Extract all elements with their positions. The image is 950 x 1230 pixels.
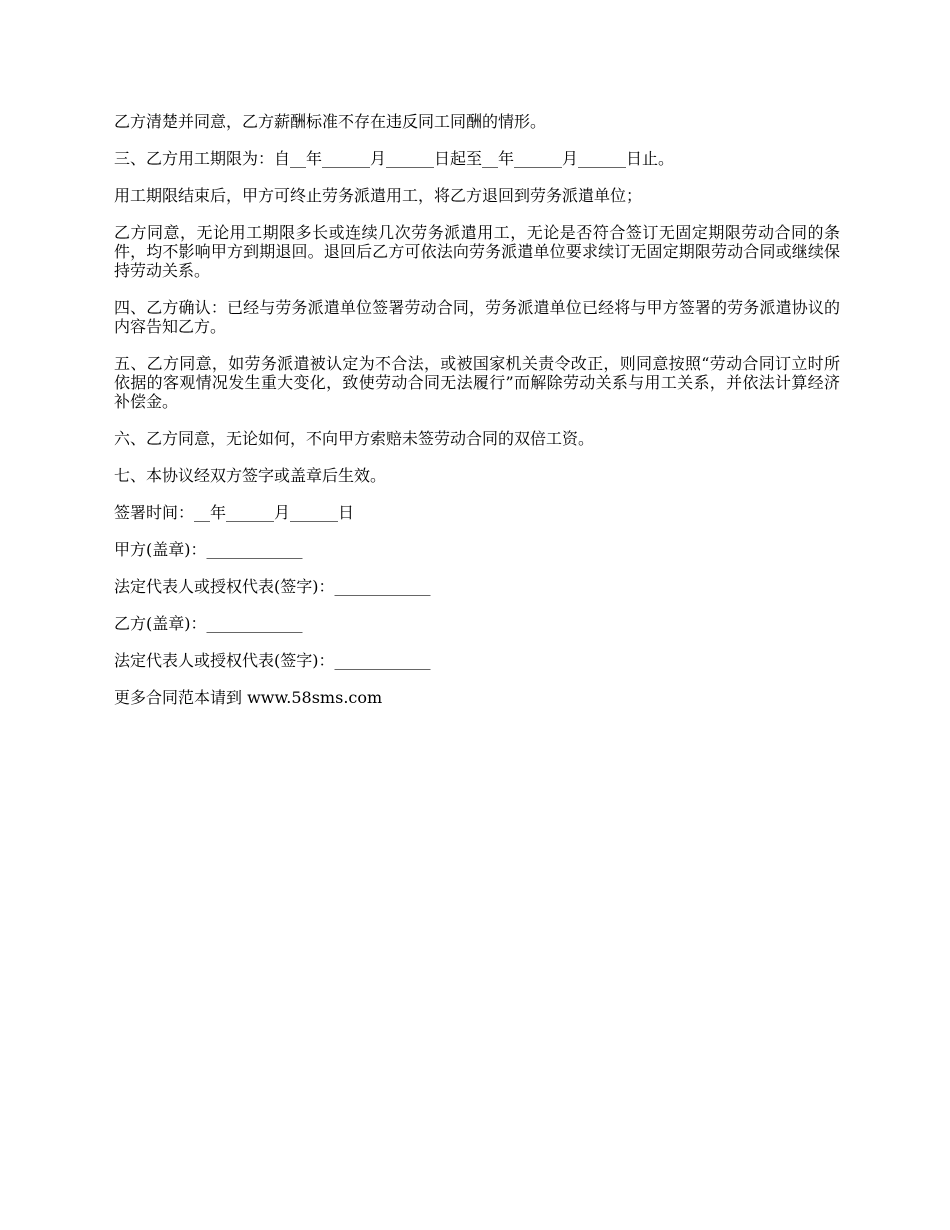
party-a-seal-line: 甲方(盖章)：____________	[114, 540, 303, 559]
paragraph-return-consent: 乙方同意，无论用工期限多长或连续几次劳务派遣用工，无论是否符合签订无固定期限劳动合同的条件，均不影响甲方到期退回。退回后乙方可依法向劳务派遣单位要求续订无固定期限劳动合同或继续保持劳动关系。	[114, 223, 840, 280]
paragraph-clause-3-term: 三、乙方用工期限为：自__年______月______日起至__年______月______日止。	[114, 149, 675, 168]
party-a-representative-line: 法定代表人或授权代表(签字)：____________	[114, 577, 431, 596]
document-body	[114, 112, 840, 707]
paragraph-pay-equality: 乙方清楚并同意，乙方薪酬标准不存在违反同工同酬的情形。	[114, 112, 547, 131]
paragraph-clause-7-effective: 七、本协议经双方签字或盖章后生效。	[114, 466, 387, 485]
party-b-representative-line: 法定代表人或授权代表(签字)：____________	[114, 651, 431, 670]
paragraph-clause-6-double-wage: 六、乙方同意，无论如何，不向甲方索赔未签劳动合同的双倍工资。	[114, 429, 595, 448]
signing-date-line: 签署时间：__年______月______日	[114, 503, 355, 522]
footer-website-note: 更多合同范本请到 www.58sms.com	[114, 688, 383, 707]
paragraph-term-end: 用工期限结束后，甲方可终止劳务派遣用工，将乙方退回到劳务派遣单位；	[114, 186, 643, 205]
paragraph-clause-5-illegality: 五、乙方同意，如劳务派遣被认定为不合法，或被国家机关责令改正，则同意按照“劳动合同订立时所依据的客观情况发生重大变化，致使劳动合同无法履行”而解除劳动关系与用工关系，并依法计算经济补偿金。	[114, 354, 840, 411]
paragraph-clause-4-confirmation: 四、乙方确认：已经与劳务派遣单位签署劳动合同，劳务派遣单位已经将与甲方签署的劳务派遣协议的内容告知乙方。	[114, 298, 840, 336]
party-b-seal-line: 乙方(盖章)：____________	[114, 614, 303, 633]
